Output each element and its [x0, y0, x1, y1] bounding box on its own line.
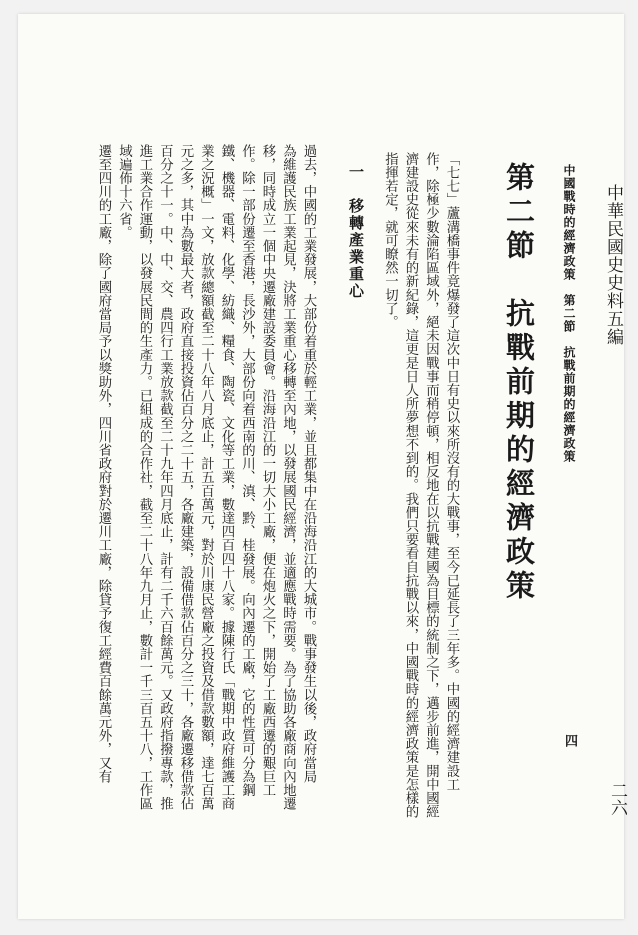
intro-line: 指揮若定，就可瞭然一切了。	[382, 152, 398, 329]
section-heading: 第二節 抗戰前期的經濟政策	[502, 162, 536, 604]
body-line: 鐵、機器、電料、化學、紡織、糧食、陶瓷、文化等工業，數達四百四十八家。據陳行氏「戰期中政府維護工商	[219, 144, 234, 811]
page-number: 二六	[607, 782, 627, 816]
body-line: 進工業合作運動，以發展民間的生產力。已組成的合作社，截至二十八年九月止，數計一千三百五十八，工作區	[137, 144, 152, 811]
body-line: 遷至四川的工廠，除了國府當局予以獎助外，四川省政府對於遷川工廠，除貸予復工經費百餘萬元外，又有	[96, 144, 111, 784]
body-line: 域遍佈十六省。	[116, 144, 132, 240]
body-line: 元之多，其中為數最大者，政府直接投資佔百分之二十五，各廠建築，設備借款佔百分之三十，各廠遷移借款佔	[178, 144, 193, 811]
body-line: 作。除一部份遷至香港，長沙外，大部份向着西南的川、滇、黔、桂發展。向內遷的工廠，它的性質可分為鋼	[239, 144, 255, 797]
body-line: 過去，中國的工業發展，大部份着重於輕工業，並且都集中在沿海沿江的大城市。戰事發生以後，政府當局	[301, 144, 316, 784]
body-line: 百分之十一。中、中、交、農四行工業放款截至二十九年四月底止，計有二千六百餘萬元。又政府指撥專款，推	[157, 144, 173, 811]
body-line: 移，同時成立一個中央遷廠建設委員會。沿海沿江的一切大小工廠，便在炮火之下，開始了工廠西遷的艱巨工	[260, 144, 275, 797]
intro-line: 「七七」蘆溝橋事件竟爆發了這次中日有史以來所沒有的大戰事，至今已延長了三年多。中國的經濟建設工	[444, 152, 459, 792]
running-header: 中國戰時的經濟政策 第二節 抗戰前期的經濟政策	[562, 164, 576, 463]
series-title: 中華民國史史料五編	[603, 184, 623, 346]
intro-line: 作，除極少數淪陷區域外，絕未因戰事而稍停頓，相反地在以抗戰建國為目標的統制之下，邁步前進，開中國經	[423, 152, 439, 819]
printed-page-number: 四	[562, 734, 577, 747]
intro-paragraph	[378, 152, 461, 818]
body-line: 為維護民族工業起見，決將工業重心移轉至內地，以發展國民經濟，並適應戰時需要。為了協助各廠商向內地遷	[280, 144, 296, 811]
subsection-heading: 一 移轉產業重心	[347, 164, 365, 300]
intro-line: 濟建設史從來未有的新紀錄，這更是日人所夢想不到的。我們只要看自抗戰以來，中國戰時的經濟政策是怎樣的	[403, 152, 418, 819]
main-paragraph	[92, 144, 318, 854]
document-page	[18, 14, 627, 919]
body-line: 業之況概」一文，放款總額截至二十八年八月底止，計五百萬元，對於川康民營廠之投資及借款數額，達七百萬	[198, 144, 214, 811]
